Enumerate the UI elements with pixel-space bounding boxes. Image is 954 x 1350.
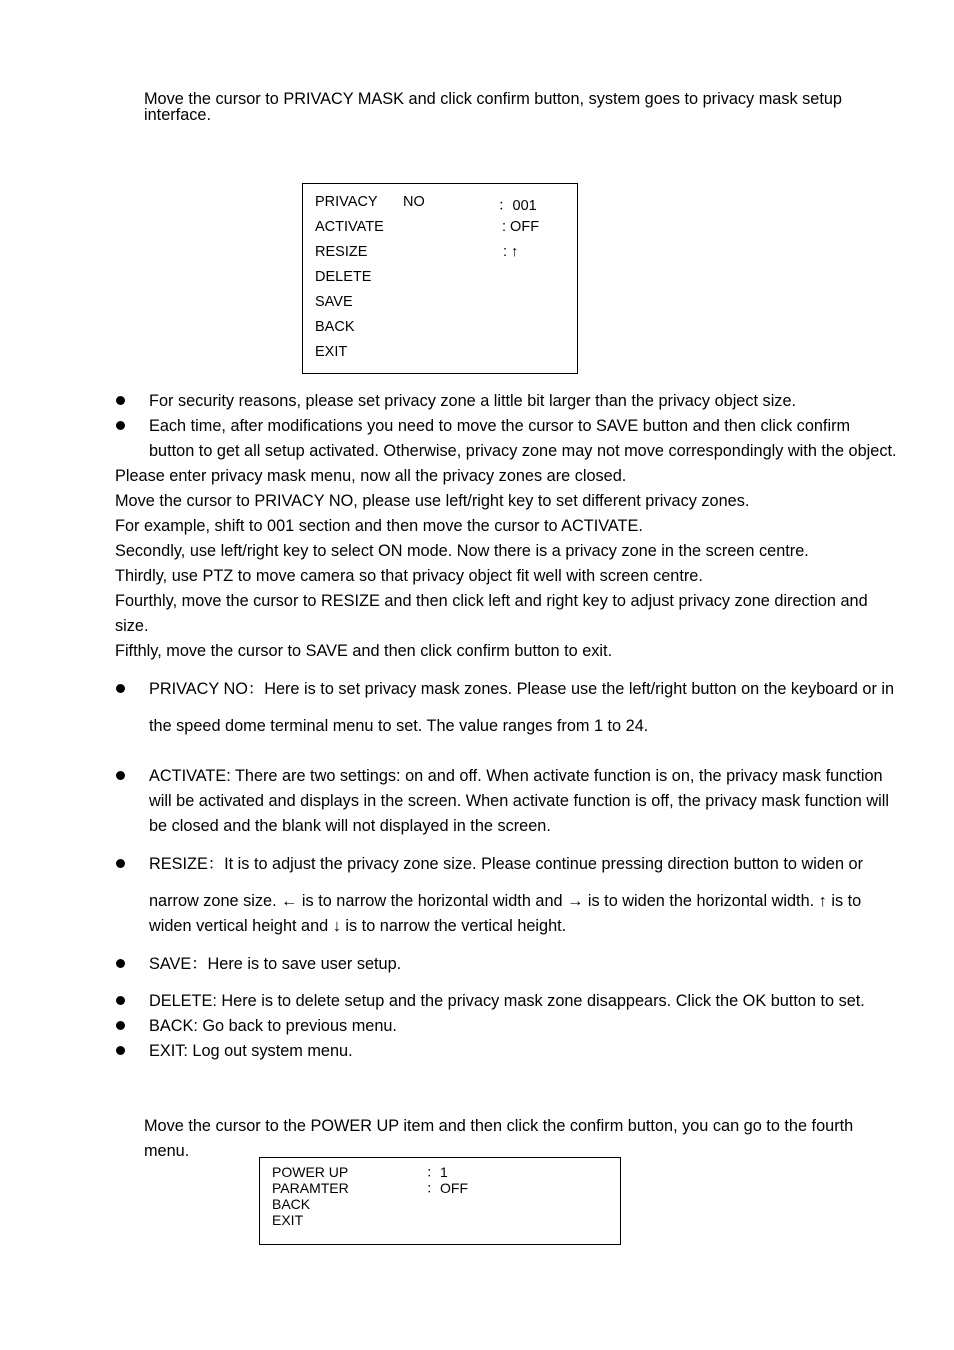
def-back: BACK: Go back to previous menu. <box>149 1017 397 1035</box>
privacy-mask-menu <box>302 183 578 374</box>
def-activate-line-3: be closed and the blank will not displayed in the screen. <box>149 817 551 835</box>
bullet-icon <box>116 421 125 430</box>
def-privacy-no-line-2: the speed dome terminal menu to set. The value ranges from 1 to 24. <box>149 717 649 735</box>
step-line: size. <box>115 617 149 635</box>
step-line: Fifthly, move the cursor to SAVE and then click confirm button to exit. <box>115 642 613 660</box>
bullet-icon <box>116 771 125 780</box>
def-activate-line-2: will be activated and displays in the screen. When activate function is off, the privacy mask function will <box>149 792 889 810</box>
note-save-line-1: Each time, after modifications you need to move the cursor to SAVE button and then click confirm <box>149 417 851 435</box>
power-up-menu <box>259 1157 621 1245</box>
def-resize-line-1: RESIZE：It is to adjust the privacy zone size. Please continue pressing direction button to widen or <box>149 855 864 873</box>
menu-row-exit-label: EXIT <box>315 344 348 360</box>
menu-row-privacy-label: PRIVACY <box>315 194 378 210</box>
menu-row-power-up-value: ：1 <box>426 1164 448 1180</box>
def-save: SAVE：Here is to save user setup. <box>149 955 402 973</box>
note-security: For security reasons, please set privacy zone a little bit larger than the privacy object size. <box>149 392 797 410</box>
bullet-icon <box>116 396 125 405</box>
menu-row-privacy-no-label: NO <box>403 194 425 210</box>
step-line: Thirdly, use PTZ to move camera so that privacy object fit well with screen centre. <box>115 567 703 585</box>
intro-line-1: Move the cursor to PRIVACY MASK and click confirm button, system goes to privacy mask setup <box>144 90 842 108</box>
def-resize-line-3: widen vertical height and ↓ is to narrow the vertical height. <box>149 917 567 935</box>
intro-paragraph-1 <box>144 91 842 123</box>
bullet-icon <box>116 684 125 693</box>
note-save-line-2: button to get all setup activated. Otherwise, privacy zone may not move correspondingly with the object. <box>149 442 897 460</box>
menu-row-privacy-value: ：001 <box>498 198 537 214</box>
step-line: Fourthly, move the cursor to RESIZE and then click left and right key to adjust privacy zone direction and <box>115 592 868 610</box>
def-activate-line-1: ACTIVATE: There are two settings: on and off. When activate function is on, the privacy mask function <box>149 767 883 785</box>
menu-row-save-label: SAVE <box>315 294 353 310</box>
step-line: Please enter privacy mask menu, now all the privacy zones are closed. <box>115 467 627 485</box>
menu-row-back-label: BACK <box>272 1196 311 1212</box>
bullet-icon <box>116 1021 125 1030</box>
def-privacy-no-line-1: PRIVACY NO：Here is to set privacy mask zones. Please use the left/right button on the keyboard or in <box>149 680 895 698</box>
step-line: For example, shift to 001 section and then move the cursor to ACTIVATE. <box>115 517 643 535</box>
bullet-icon <box>116 959 125 968</box>
menu-row-activate-value: : OFF <box>502 219 540 235</box>
bullet-icon <box>116 1046 125 1055</box>
menu-row-resize-label: RESIZE <box>315 244 368 260</box>
bullet-icon <box>116 996 125 1005</box>
intro2-line-1: Move the cursor to the POWER UP item and then click the confirm button, you can go to the fourth <box>144 1117 854 1135</box>
def-delete: DELETE: Here is to delete setup and the privacy mask zone disappears. Click the OK button to set. <box>149 992 865 1010</box>
def-resize-line-2: narrow zone size. ← is to narrow the horizontal width and → is to widen the horizontal width. ↑ is to <box>149 892 862 910</box>
menu-row-delete-label: DELETE <box>315 269 372 285</box>
intro2-line-2: menu. <box>144 1142 190 1160</box>
menu-row-back-label: BACK <box>315 319 355 335</box>
intro-line-2: interface. <box>144 106 211 124</box>
menu-row-exit-label: EXIT <box>272 1212 304 1228</box>
menu-row-resize-value: : ↑ <box>503 244 519 260</box>
bullet-icon <box>116 859 125 868</box>
step-line: Secondly, use left/right key to select ON mode. Now there is a privacy zone in the screen centre. <box>115 542 809 560</box>
menu-row-paramter-value: ：OFF <box>426 1180 468 1196</box>
menu-row-power-up-label: POWER UP <box>272 1164 349 1180</box>
menu-row-activate-label: ACTIVATE <box>315 219 384 235</box>
def-exit: EXIT: Log out system menu. <box>149 1042 353 1060</box>
menu-row-paramter-label: PARAMTER <box>272 1180 349 1196</box>
step-line: Move the cursor to PRIVACY NO, please use left/right key to set different privacy zones. <box>115 492 750 510</box>
